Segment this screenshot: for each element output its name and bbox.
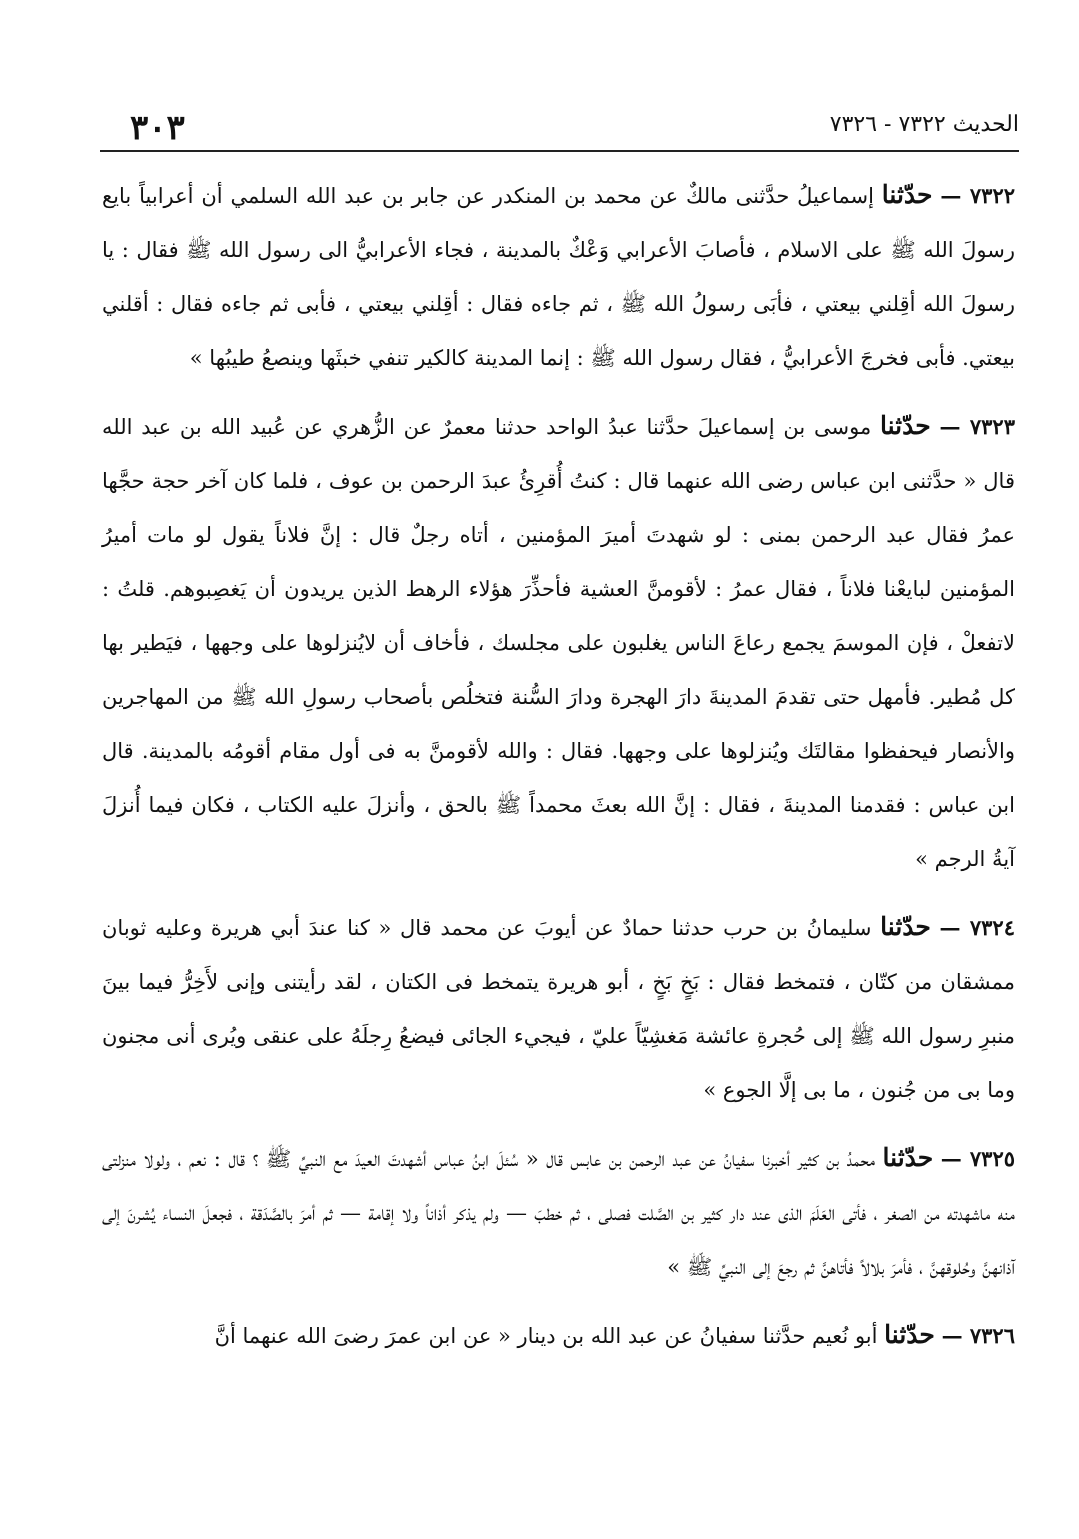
hadith-number: ٧٣٢٢ — — [940, 183, 1016, 208]
page-header — [100, 108, 1019, 152]
hadith-lead-word: حدّثنا — [882, 1143, 934, 1172]
hadith-text: أبو نُعيم حدَّثنا سفيانُ عن عبد الله بن دينار « عن ابن عمرَ رضىَ الله عنهما أنَّ — [214, 1324, 878, 1348]
hadith-number: ٧٣٢٣ — — [939, 414, 1015, 439]
header-rule — [100, 150, 1019, 152]
hadith-7325 — [102, 1131, 1015, 1294]
hadith-number: ٧٣٢٤ — — [939, 915, 1015, 940]
hadith-text: سليمانُ بن حرب حدثنا حمادٌ عن أيوبَ عن محمد قال « كنا عندَ أبي هريرة وعليه ثوبان ممشقان من كتّان ، فتمخط فقال : بَخٍ بَخٍ ، أبو هريرة يتمخط فى الكتان ، لقد رأيتنى وإنى لأَخِرُّ فيما بينَ منبرِ رسول الله ﷺ إلى حُجرةِ عائشة مَغشِيّاً عليّ ، فيجيء الجائى فيضعُ رِجلَهُ على عنقى ويُرى أنى مجنون وما بى من جُنون ، ما بى إلَّا الجوع » — [102, 916, 1015, 1102]
hadith-lead-word: حدّثنا — [884, 1320, 935, 1349]
hadith-7323 — [102, 399, 1015, 886]
hadith-lead-word: حدّثنا — [879, 411, 931, 440]
hadith-text: إسماعيلُ حدَّثنى مالكٌ عن محمد بن المنكدر عن جابر بن عبد الله السلمي أن أعرابياً بايع رسولَ الله ﷺ على الاسلام ، فأصابَ الأعرابي وَعْكٌ بالمدينة ، فجاء الأعرابيُّ الى رسول الله ﷺ فقال : يا رسولَ الله أقِلني بيعتي ، فأبَى رسولُ الله ﷺ ، ثم جاءه فقال : أقِلني بيعتي ، فأبى ثم جاءه فقال : أقلني بيعتي. فأبى فخرجَ الأعرابيُّ ، فقال رسول الله ﷺ : إنما المدينة كالكير تنفي خبثَها وينصعُ طيبُها » — [102, 184, 1015, 370]
running-title: الحديث ٧٣٢٢ - ٧٣٢٦ — [829, 112, 1019, 137]
hadith-text: موسى بن إسماعيلَ حدَّثنا عبدُ الواحد حدثنا معمرٌ عن الزُّهري عن عُبيد الله بن عبد الله قال « حدَّثنى ابن عباس رضى الله عنهما قال : كنتُ أُقرِئُ عبدَ الرحمن بن عوف ، فلما كان آخر حجة حجَّها عمرُ فقال عبد الرحمن بمنى : لو شهدتَ أميرَ المؤمنين ، أتاه رجلٌ قال : إنَّ فلاناً يقول لو مات أميرُ المؤمنين لبايعْنا فلاناً ، فقال عمرُ : لأقومنَّ العشية فأحذِّرَ هؤلاء الرهط الذين يريدون أن يَغصِبوهم. قلتُ : لاتفعلْ ، فإن الموسمَ يجمع رعاعَ الناس يغلبون على مجلسك ، فأخاف أن لايُنزلوها على وجهها ، فيَطير بها كل مُطير. فأمهل حتى تقدمَ المدينةَ دارَ الهجرة ودارَ السُّنة فتخلُص بأصحاب رسولِ الله ﷺ من المهاجرين والأنصار فيحفظوا مقالتَك ويُنزلوها على وجهها. فقال : والله لأقومنَّ به فى أول مقام أقومُه بالمدينة. قال ابن عباس : فقدمنا المدينةَ ، فقال : إنَّ الله بعثَ محمداً ﷺ بالحق ، وأنزلَ عليه الكتاب ، فكان فيما أُنزلَ آيةُ الرجم » — [102, 415, 1015, 871]
hadith-text: محمدُ بن كثير أخبرنا سفيانُ عن عبد الرحمن بن عابس قال « سُئلَ ابنُ عباس أشهدتَ العيدَ مع النبيِّ ﷺ ؟ قال : نعم ، ولولا منزلتى منه ماشهدته من الصغر ، فأتى العَلَمَ الذى عند دار كثير بن الصَّلت فصلى ، ثم خطبَ — ولم يذكر أذاناً ولا إقامة — ثم أمرَ بالصَّدَقة ، فجعلَ النساء يُشرنَ إلى آذانهنَّ وحُلوقهنَّ ، فأمرَ بلالاً فأتاهنَّ ثم رجعَ إلى النبيِّ ﷺ » — [102, 1147, 1015, 1279]
hadith-7322 — [102, 168, 1015, 385]
hadith-lead-word: حدّثنا — [880, 912, 931, 941]
page-body — [102, 168, 1015, 1377]
page-number: ٣٠٣ — [130, 108, 185, 148]
hadith-7324 — [102, 900, 1015, 1117]
hadith-7326 — [102, 1308, 1015, 1363]
hadith-number: ٧٣٢٥ — — [940, 1146, 1016, 1171]
hadith-number: ٧٣٢٦ — — [941, 1323, 1015, 1348]
hadith-lead-word: حدّثنا — [881, 180, 933, 209]
